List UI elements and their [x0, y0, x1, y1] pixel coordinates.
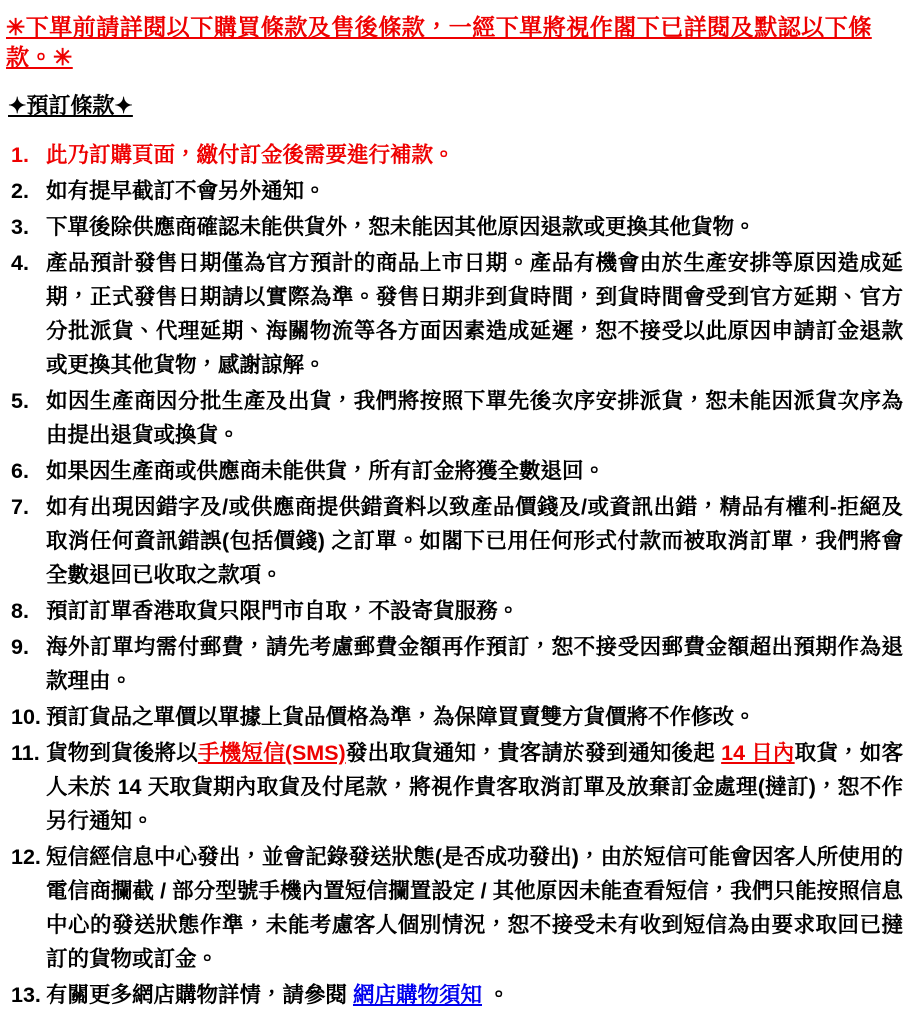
term-text: 有關更多網店購物詳情，請參閱	[46, 983, 353, 1007]
term-text: 貨物到貨後將以	[46, 741, 198, 765]
term-number: 7.	[11, 495, 29, 519]
term-item-8	[6, 594, 905, 628]
term-number: 10.	[11, 705, 41, 729]
term-text: 如有出現因錯字及/或供應商提供錯資料以致產品價錢及/或資訊出錯，精品有權利-拒絕及取消任何資訊錯誤(包括價錢) 之訂單。如閣下已用任何形式付款而被取消訂單，我們將會全數退回已收取之款項。	[46, 495, 903, 587]
terms-list	[6, 138, 905, 1012]
term-text: 預訂訂單香港取貨只限門市自取，不設寄貨服務。	[46, 599, 520, 623]
term-number: 5.	[11, 389, 29, 413]
term-text: 。	[482, 983, 510, 1007]
term-text: 發出取貨通知，貴客請於發到通知後起	[345, 741, 722, 765]
term-item-3	[6, 210, 905, 244]
term-item-9	[6, 630, 905, 698]
term-number: 8.	[11, 599, 29, 623]
term-text: 如果因生產商或供應商未能供貨，所有訂金將獲全數退回。	[46, 459, 606, 483]
term-highlight: 14 日內	[721, 741, 795, 765]
term-number: 6.	[11, 459, 29, 483]
term-item-2	[6, 174, 905, 208]
term-number: 11.	[11, 741, 40, 765]
term-number: 1.	[11, 143, 29, 167]
term-item-13	[6, 978, 905, 1012]
term-number: 12.	[11, 845, 41, 869]
term-text: 海外訂單均需付郵費，請先考慮郵費金額再作預訂，恕不接受因郵費金額超出預期作為退款理由。	[46, 635, 903, 693]
term-highlight: 手機短信(SMS)	[197, 741, 346, 765]
notice-banner: ✳下單前請詳閱以下購買條款及售後條款，一經下單將視作閣下已詳閱及默認以下條款。✳	[6, 14, 872, 70]
term-item-11	[6, 736, 905, 838]
term-text: 取貨，如客人未於 14 天取貨期內取貨及付尾款，將視作貴客取消訂單及放棄訂金處理(撻訂)，恕不作另行通知。	[46, 741, 903, 833]
term-text: 產品預計發售日期僅為官方預計的商品上市日期。產品有機會由於生產安排等原因造成延期，正式發售日期請以實際為準。發售日期非到貨時間，到貨時間會受到官方延期、官方分批派貨、代理延期、海關物流等各方面因素造成延遲，恕不接受以此原因申請訂金退款或更換其他貨物，感謝諒解。	[46, 251, 903, 377]
term-text: 預訂貨品之單價以單據上貨品價格為準，為保障買賣雙方貨價將不作修改。	[46, 705, 756, 729]
term-text: 下單後除供應商確認未能供貨外，恕未能因其他原因退款或更換其他貨物。	[46, 215, 756, 239]
term-text: 此乃訂購頁面，繳付訂金後需要進行補款。	[46, 143, 455, 167]
term-item-6	[6, 454, 905, 488]
term-number: 3.	[11, 215, 29, 239]
term-text: 如因生產商因分批生產及出貨，我們將按照下單先後次序安排派貨，恕未能因派貨次序為由提出退貨或換貨。	[46, 389, 903, 447]
term-number: 9.	[11, 635, 29, 659]
term-item-5	[6, 384, 905, 452]
term-item-4	[6, 246, 905, 382]
term-number: 2.	[11, 179, 29, 203]
shop-guide-link[interactable]: 網店購物須知	[352, 983, 482, 1007]
term-item-1	[6, 138, 905, 172]
term-number: 4.	[11, 251, 29, 275]
section-heading-preorder-terms: ✦預訂條款✦	[8, 93, 133, 118]
term-number: 13.	[11, 983, 41, 1007]
term-text: 短信經信息中心發出，並會記錄發送狀態(是否成功發出)，由於短信可能會因客人所使用的電信商攔截 / 部分型號手機內置短信攔置設定 / 其他原因未能查看短信，我們只能按照信息中心的發送狀態作準，未能考慮客人個別情況，恕不接受未有收到短信為由要求取回已撻訂的貨物或訂金。	[46, 845, 903, 971]
term-text: 如有提早截訂不會另外通知。	[46, 179, 326, 203]
term-item-12	[6, 840, 905, 976]
term-item-10	[6, 700, 905, 734]
term-item-7	[6, 490, 905, 592]
